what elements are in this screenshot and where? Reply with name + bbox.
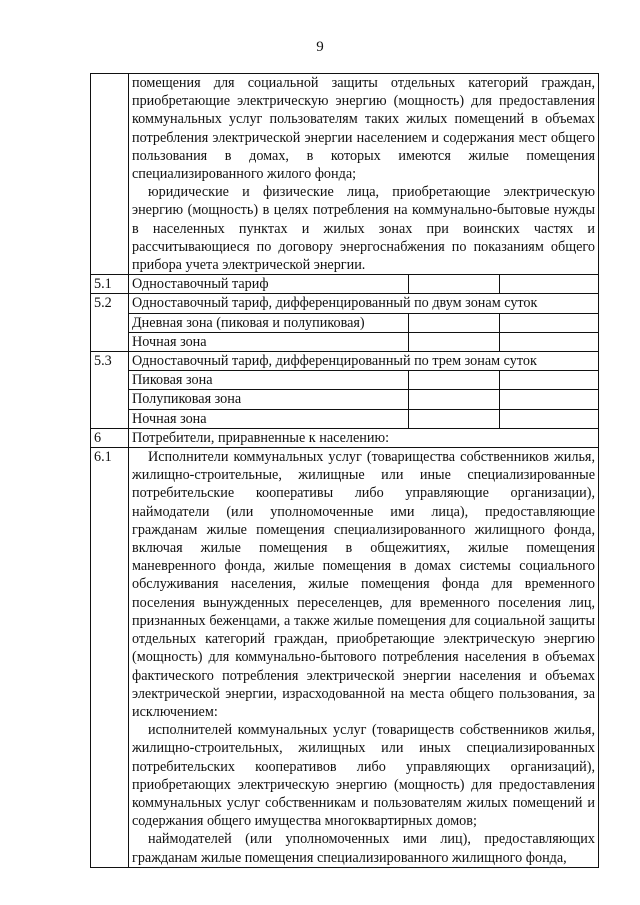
- value-cell: [500, 409, 599, 428]
- table-row-5-2: [91, 294, 599, 313]
- value-cell: [409, 371, 500, 390]
- table-row-zone: [91, 371, 599, 390]
- row-description-cell: [129, 448, 599, 868]
- value-cell: [500, 332, 599, 351]
- value-cell: [500, 390, 599, 409]
- description-paragraph: наймодателей (или уполномоченных ими лиц), предоставляющих гражданам жилые помещения специализированного жилищного фонда,: [132, 831, 595, 866]
- value-cell: [500, 313, 599, 332]
- table-row-zone: [91, 313, 599, 332]
- continuation-paragraph: помещения для социальной защиты отдельных категорий граждан, приобретающие электрическую энергию (мощность) для предоставления коммунальных услуг пользователям таких жилых помещений в объемах потребления электрической энергии населением и содержания мест общего пользования в домах, в которых имеются жилые помещения специализированного жилого фонда;: [132, 75, 595, 183]
- table-row-zone: [91, 409, 599, 428]
- table-row-5-1: [91, 275, 599, 294]
- row-label: Одноставочный тариф, дифференцированный по двум зонам суток: [129, 294, 599, 313]
- row-number-cell: [91, 74, 129, 275]
- row-label: Одноставочный тариф: [129, 275, 409, 294]
- table-row-zone: [91, 390, 599, 409]
- row-number: 6: [91, 428, 129, 447]
- table-row-6: [91, 428, 599, 447]
- zone-label: Полупиковая зона: [129, 390, 409, 409]
- value-cell: [409, 275, 500, 294]
- zone-label: Ночная зона: [129, 332, 409, 351]
- page-number: 9: [316, 39, 324, 55]
- continuation-paragraph: юридические и физические лица, приобретающие электрическую энергию (мощность) в целях потребления на коммунально-бытовые нужды в населенных пунктах и жилых зонах при воинских частях и рассчитывающиеся по договору энергоснабжения по показаниям общего прибора учета электрической энергии.: [132, 184, 595, 274]
- row-label: Одноставочный тариф, дифференцированный по трем зонам суток: [129, 352, 599, 371]
- row-label: Потребители, приравненные к населению:: [129, 428, 599, 447]
- tariff-table: [90, 73, 599, 868]
- value-cell: [409, 313, 500, 332]
- zone-label: Пиковая зона: [129, 371, 409, 390]
- table-row-6-1: [91, 448, 599, 868]
- table-row-5-3: [91, 352, 599, 371]
- description-paragraph: исполнителей коммунальных услуг (товариществ собственников жилья, жилищно-строительных, жилищных или иных специализированных потребительских кооперативов либо управляющих организаций), приобретающих электрическую энергию (мощность) для предоставления коммунальных услуг собственникам и пользователям жилых помещений и содержания общего имущества многоквартирных домов;: [132, 722, 595, 830]
- zone-label: Дневная зона (пиковая и полупиковая): [129, 313, 409, 332]
- value-cell: [409, 332, 500, 351]
- zone-label: Ночная зона: [129, 409, 409, 428]
- description-paragraph: Исполнители коммунальных услуг (товарищества собственников жилья, жилищно-строительные, жилищные или иные специализированные потребительские кооперативы либо управляющие организации), наймодатели (или уполномоченные ими лица), предоставляющие гражданам жилые помещения специализированного жилищного фонда, включая жилые помещения в общежитиях, жилые помещения маневренного фонда, жилые помещения в домах системы социального обслуживания населения, жилые помещения фонда для временного поселения вынужденных переселенцев, для временного поселения лиц, признанных беженцами, а также жилые помещения для социальной защиты отдельных категорий граждан, приобретающие электрическую энергию (мощность) для коммунально-бытового потребления населения в объемах фактического потребления электрической энергии населения и объемах электрической энергии, израсходованной на места общего пользования, за исключением:: [132, 449, 595, 720]
- row-number: 5.1: [91, 275, 129, 294]
- value-cell: [500, 371, 599, 390]
- value-cell: [500, 275, 599, 294]
- value-cell: [409, 409, 500, 428]
- value-cell: [409, 390, 500, 409]
- table-row-continuation: [91, 74, 599, 275]
- row-description-cell: [129, 74, 599, 275]
- row-number: 5.3: [91, 352, 129, 429]
- row-number: 5.2: [91, 294, 129, 352]
- table-row-zone: [91, 332, 599, 351]
- row-number: 6.1: [91, 448, 129, 868]
